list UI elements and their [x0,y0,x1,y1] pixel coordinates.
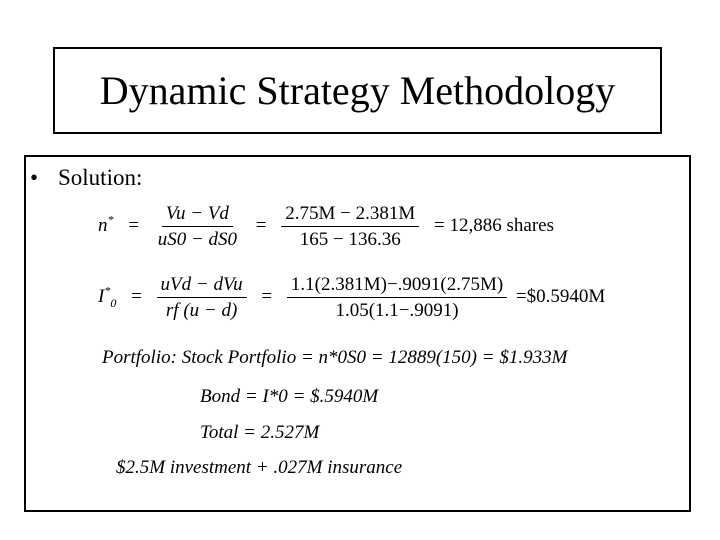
n-star-lhs-sup: * [107,212,114,227]
i0-star-eq-sign-2: = [261,285,273,307]
i0-star-result: =$0.5940M [515,285,606,307]
i0-star-lhs-sub: 0 [110,295,117,310]
n-star-fraction-numeric [281,204,419,249]
i0-star-equation [98,275,605,320]
i0-star-f1-den: rf (u − d) [165,300,238,321]
solution-label: Solution: [58,165,143,190]
n-star-f1-num: Vu − Vd [162,204,233,227]
n-star-lhs [98,212,118,236]
portfolio-equation: Portfolio: Stock Portfolio = n*0S0 = 12889(150) = $1.933M [102,347,568,368]
n-star-eq-sign-2: = [255,214,267,236]
n-star-equation [98,204,554,249]
bullet-icon: • [30,165,39,190]
n-star-eq-sign: = [128,214,139,236]
i0-star-fraction-symbolic [157,275,247,320]
summary-equation: $2.5M investment + .027M insurance [116,457,403,478]
i0-star-eq-sign: = [131,285,142,307]
n-star-f1-den: uS0 − dS0 [157,229,238,250]
n-star-result: = 12,886 shares [434,214,554,236]
i0-star-f2-den: 1.05(1.1−.9091) [335,300,459,321]
i0-star-f2-num: 1.1(2.381M)−.9091(2.75M) [287,275,507,298]
n-star-fraction-symbolic [154,204,241,249]
title-box [53,47,662,134]
bond-equation: Bond = I*0 = $.5940M [200,386,379,407]
i0-star-f1-num: uVd − dVu [157,275,247,298]
solution-line [30,165,142,191]
slide-title: Dynamic Strategy Methodology [99,67,616,113]
n-star-lhs-base: n [98,214,108,236]
i0-star-lhs-sup: * [104,283,111,298]
i0-star-lhs-base: I [98,285,105,307]
total-equation: Total = 2.527M [200,422,320,443]
n-star-f2-den: 165 − 136.36 [299,229,401,250]
i0-star-lhs [98,283,121,310]
i0-star-fraction-numeric [287,275,507,320]
n-star-f2-num: 2.75M − 2.381M [281,204,419,227]
